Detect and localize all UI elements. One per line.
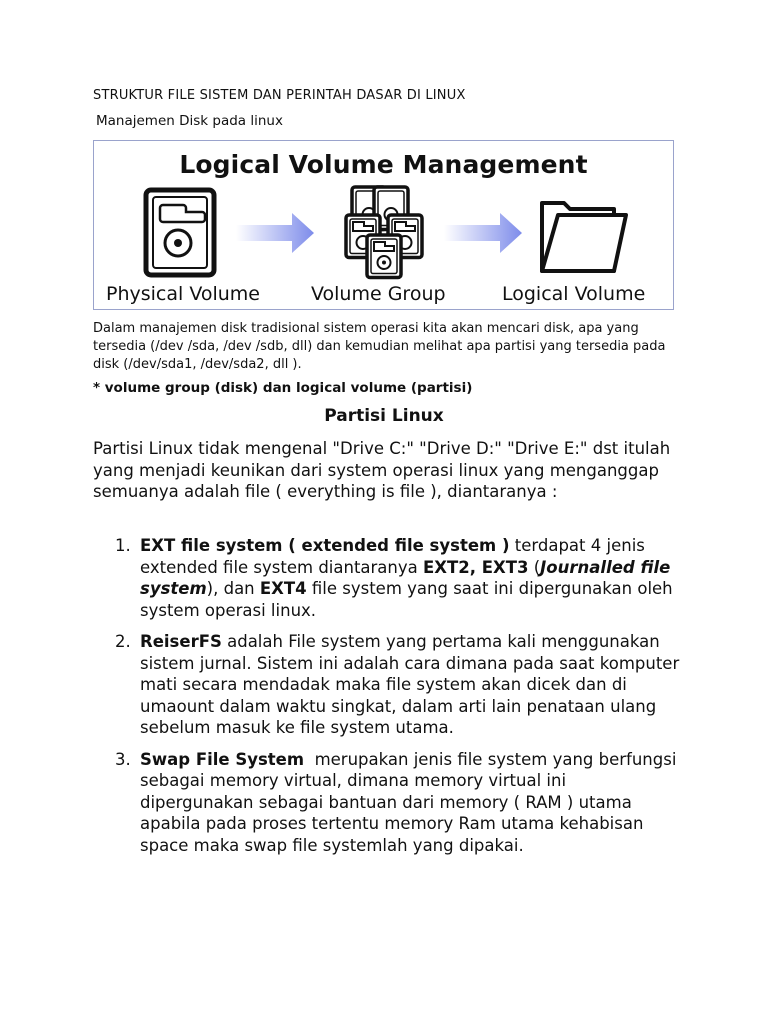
- filesystem-list: [93, 535, 683, 866]
- list-text-fragment: ReiserFS: [140, 632, 222, 651]
- folder-icon: [542, 203, 626, 271]
- disk-stack-icon: [346, 187, 422, 278]
- section-heading: Partisi Linux: [324, 406, 444, 426]
- lvm-figure: [93, 140, 674, 310]
- label-logical-volume: Logical Volume: [502, 283, 646, 305]
- label-physical-volume: Physical Volume: [106, 283, 260, 305]
- label-volume-group: Volume Group: [311, 283, 446, 305]
- document-title: STRUKTUR FILE SISTEM DAN PERINTAH DASAR DI LINUX: [93, 88, 466, 103]
- list-item: [93, 631, 683, 739]
- section-intro: Partisi Linux tidak mengenal "Drive C:" "Drive D:" "Drive E:" dst itulah yang menjadi keunikan dari system operasi linux yang menganggap semuanya adalah file ( everything is file ), diantaranya :: [93, 439, 671, 501]
- list-text-fragment: Swap File System: [140, 749, 305, 769]
- list-text-fragment: EXT4: [259, 579, 307, 598]
- hard-disk-icon: [146, 190, 214, 275]
- arrow-2: [444, 213, 522, 253]
- intro-paragraph: Dalam manajemen disk tradisional sistem operasi kita akan mencari disk, apa yang tersedia (/dev /sda, /dev /sdb, dll) dan kemudian melihat apa partisi yang tersedia pada disk (/dev/sda1, /dev/sda2, dll ).: [93, 321, 666, 372]
- list-text-fragment: EXT file system ( extended file system ): [140, 536, 510, 555]
- figure-title: Logical Volume Management: [179, 150, 588, 179]
- list-number: 1.: [115, 536, 131, 555]
- document-subtitle: Manajemen Disk pada linux: [96, 113, 283, 129]
- list-text-fragment: adalah File system yang pertama kali menggunakan sistem jurnal. Sistem ini adalah cara dimana pada saat komputer mati secara mendadak maka file system akan dicek dan di umaount dalam waktu singkat, dalam arti lain penataan ulang sebelum masuk ke file system utama.: [140, 632, 680, 737]
- list-text-fragment: terdapat 4 jenis extended file system diantaranya: [140, 536, 645, 577]
- volume-note: * volume group (disk) dan logical volume (partisi): [93, 380, 473, 396]
- list-number: 3.: [115, 749, 131, 769]
- list-text-fragment: (: [528, 557, 541, 577]
- list-text-fragment: merupakan jenis file system yang berfungsi sebagai memory virtual, dimana memory virtual ini dipergunakan sebagai bantuan dari memory ( RAM ) utama apabila pada proses tertentu memory Ram utama kehabisan space maka swap file systemlah yang dipakai.: [140, 749, 682, 855]
- list-item: [93, 535, 683, 621]
- arrow-1: [236, 213, 314, 253]
- list-text-fragment: EXT2, EXT3: [423, 557, 529, 577]
- list-text-fragment: file system yang saat ini dipergunakan oleh system operasi linux.: [140, 579, 673, 620]
- list-text-fragment: Journalled file system: [140, 557, 671, 598]
- list-text-fragment: ), dan: [206, 579, 260, 598]
- list-item: [93, 749, 683, 857]
- list-number: 2.: [115, 632, 131, 651]
